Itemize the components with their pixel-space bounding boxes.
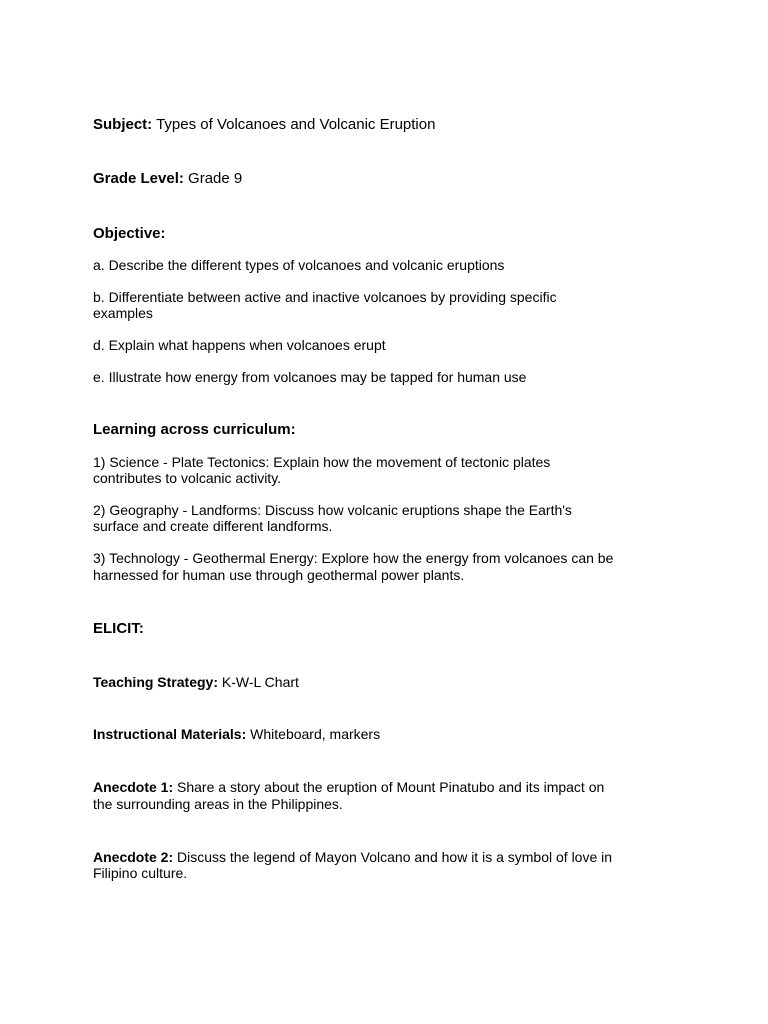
- anecdote-1-line: [93, 779, 693, 797]
- instructional-materials-value: Whiteboard, markers: [246, 726, 381, 742]
- anecdote-1-value: Share a story about the eruption of Mount Pinatubo and its impact on: [173, 779, 605, 795]
- grade-level-value: Grade 9: [183, 170, 243, 187]
- objective-item-a: a. Describe the different types of volcanoes and volcanic eruptions: [93, 257, 505, 273]
- grade-level-line: [93, 170, 693, 188]
- curriculum-item-3: 3) Technology - Geothermal Energy: Explore how the energy from volcanoes can be: [93, 550, 614, 566]
- curriculum-heading: Learning across curriculum:: [93, 421, 296, 438]
- anecdote-2-label: Anecdote 2:: [93, 849, 174, 865]
- elicit-heading: ELICIT:: [93, 620, 144, 637]
- subject-line: [93, 116, 693, 134]
- curriculum-item-2-cont: surface and create different landforms.: [93, 518, 333, 534]
- subject-label: Subject:: [93, 116, 153, 133]
- objective-item-b: b. Differentiate between active and inactive volcanoes by providing specific: [93, 289, 557, 305]
- anecdote-1-cont: the surrounding areas in the Philippines.: [93, 796, 343, 812]
- anecdote-2-cont: Filipino culture.: [93, 865, 188, 881]
- instructional-materials-line: [93, 726, 693, 744]
- curriculum-item-2: 2) Geography - Landforms: Discuss how volcanic eruptions shape the Earth's: [93, 502, 572, 518]
- instructional-materials-label: Instructional Materials:: [93, 726, 247, 742]
- teaching-strategy-line: [93, 674, 693, 692]
- curriculum-item-1: 1) Science - Plate Tectonics: Explain how the movement of tectonic plates: [93, 454, 551, 470]
- curriculum-item-1-cont: contributes to volcanic activity.: [93, 470, 282, 486]
- anecdote-1-label: Anecdote 1:: [93, 779, 174, 795]
- teaching-strategy-label: Teaching Strategy:: [93, 674, 218, 690]
- objective-item-d: d. Explain what happens when volcanoes erupt: [93, 337, 386, 353]
- objective-item-e: e. Illustrate how energy from volcanoes may be tapped for human use: [93, 369, 527, 385]
- subject-value: Types of Volcanoes and Volcanic Eruption: [152, 116, 436, 133]
- anecdote-2-value: Discuss the legend of Mayon Volcano and how it is a symbol of love in: [173, 849, 613, 865]
- curriculum-item-3-cont: harnessed for human use through geothermal power plants.: [93, 567, 465, 583]
- objective-heading: Objective:: [93, 225, 166, 242]
- grade-level-label: Grade Level:: [93, 170, 184, 187]
- teaching-strategy-value: K-W-L Chart: [218, 674, 299, 690]
- objective-item-b-cont: examples: [93, 305, 153, 321]
